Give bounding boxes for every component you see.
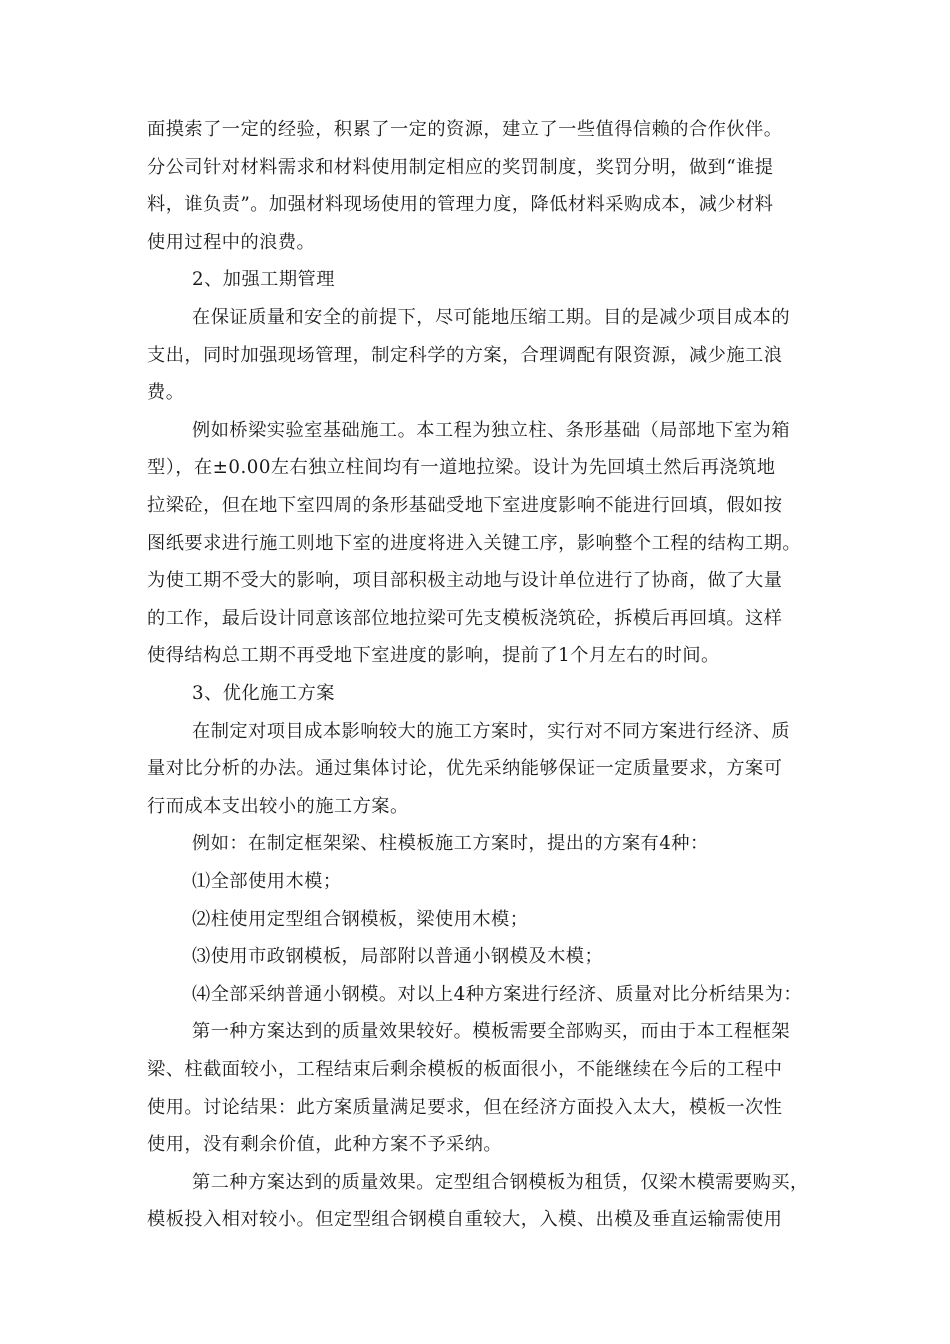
- body-text-line: ⑴全部使用木模；: [192, 871, 342, 892]
- body-text-line: 使用过程中的浪费。: [147, 232, 316, 253]
- body-text-line: 拉梁砼，但在地下室四周的条形基础受地下室进度影响不能进行回填，假如按: [147, 495, 783, 516]
- body-text-line: 模板投入相对较小。但定型组合钢模自重较大，入模、出模及垂直运输需使用: [147, 1209, 783, 1230]
- body-text-line: 面摸索了一定的经验，积累了一定的资源，建立了一些值得信赖的合作伙伴。: [147, 119, 783, 140]
- body-text-line: 2、加强工期管理: [192, 269, 335, 290]
- body-text-line: 梁、柱截面较小，工程结束后剩余模板的板面很小，不能继续在今后的工程中: [147, 1059, 783, 1080]
- body-text-line: 型），在±0.00左右独立柱间均有一道地拉梁。设计为先回填土然后再浇筑地: [147, 457, 776, 478]
- body-text-line: 3、优化施工方案: [192, 683, 335, 704]
- body-text-line: 分公司针对材料需求和材料使用制定相应的奖罚制度，奖罚分明，做到“谁提: [147, 157, 774, 178]
- body-text-line: 在保证质量和安全的前提下，尽可能地压缩工期。目的是减少项目成本的: [192, 307, 791, 328]
- body-text-line: 费。: [147, 382, 185, 403]
- body-text-line: 第二种方案达到的质量效果。定型组合钢模板为租赁，仅梁木模需要购买，: [192, 1172, 809, 1193]
- body-text-line: ⑵柱使用定型组合钢模板，梁使用木模；: [192, 909, 529, 930]
- body-text-line: 在制定对项目成本影响较大的施工方案时，实行对不同方案进行经济、质: [192, 721, 791, 742]
- body-text-line: 料，谁负责”。加强材料现场使用的管理力度，降低材料采购成本，减少材料: [147, 194, 774, 215]
- body-text-line: 图纸要求进行施工则地下室的进度将进入关键工序，影响整个工程的结构工期。: [147, 533, 802, 554]
- body-text-line: 使用，没有剩余价值，此种方案不予采纳。: [147, 1134, 503, 1155]
- body-text-line: 量对比分析的办法。通过集体讨论，优先采纳能够保证一定质量要求，方案可: [147, 758, 783, 779]
- body-text-line: 第一种方案达到的质量效果较好。模板需要全部购买，而由于本工程框架: [192, 1021, 791, 1042]
- body-text-line: 使用。讨论结果：此方案质量满足要求，但在经济方面投入太大，模板一次性: [147, 1097, 783, 1118]
- body-text-line: ⑶使用市政钢模板，局部附以普通小钢模及木模；: [192, 946, 604, 967]
- body-text-line: 的工作，最后设计同意该部位地拉梁可先支模板浇筑砼，拆模后再回填。这样: [147, 608, 783, 629]
- body-text-line: 支出，同时加强现场管理，制定科学的方案，合理调配有限资源，减少施工浪: [147, 345, 783, 366]
- body-text-line: 使得结构总工期不再受地下室进度的影响，提前了1个月左右的时间。: [147, 645, 720, 666]
- body-text-line: 为使工期不受大的影响，项目部积极主动地与设计单位进行了协商，做了大量: [147, 570, 783, 591]
- body-text-line: 例如桥梁实验室基础施工。本工程为独立柱、条形基础（局部地下室为箱: [192, 420, 791, 441]
- body-text-line: ⑷全部采纳普通小钢模。对以上4种方案进行经济、质量对比分析结果为：: [192, 984, 803, 1005]
- body-text-line: 行而成本支出较小的施工方案。: [147, 796, 409, 817]
- body-text-line: 例如：在制定框架梁、柱模板施工方案时，提出的方案有4种：: [192, 833, 709, 854]
